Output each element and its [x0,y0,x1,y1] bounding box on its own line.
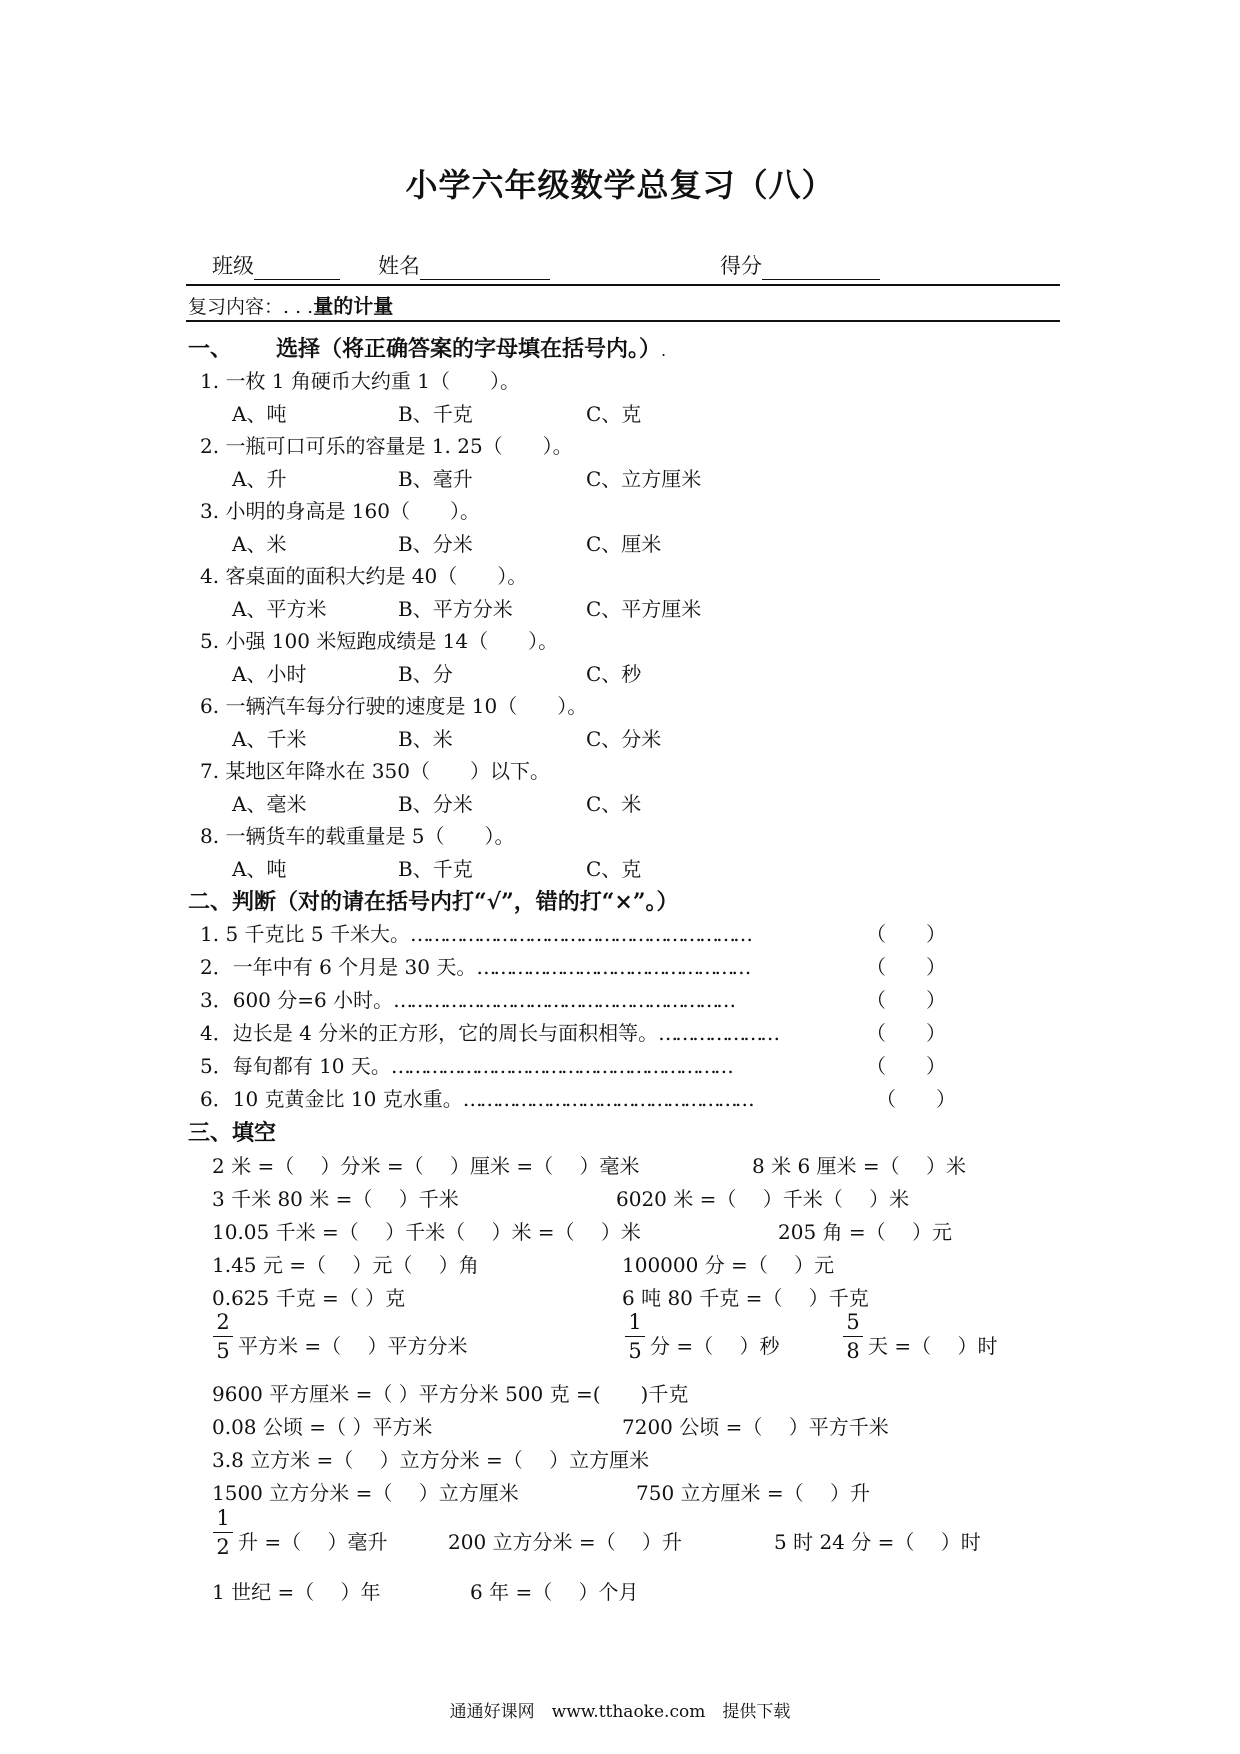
question-1: 1. 一枚 1 角硬币大约重 1（ ）。 [200,369,520,393]
section-1-number: 一、 [188,336,233,362]
q4-option-a: A、平方米 [232,597,327,621]
fill-row-9a: 3.8 立方米 =（ ）立方分米 =（ ）立方厘米 [212,1448,650,1472]
score-label: 得分 [720,254,762,278]
fraction-1-5 [624,1312,646,1362]
fraction-numerator: 5 [846,1310,860,1334]
judge-item-2-text: 2．一年中有 6 个月是 30 天。 [200,955,477,979]
fill-row-8b: 7200 公顷 =（ ）平方千米 [622,1415,889,1439]
name-label: 姓名 [378,254,420,278]
divider-top [186,284,1060,286]
q6-option-a: A、千米 [232,727,307,751]
judge-item-3 [200,984,733,1013]
judge-item-1 [200,918,750,947]
judge-item-1-text: 1. 5 千克比 5 千米大。 [200,922,410,946]
judge-item-5 [200,1050,731,1079]
fill-row-6c: 天 =（ ）时 [868,1334,998,1358]
fraction-denominator: 5 [628,1339,642,1363]
section-2-title: 二、判断（对的请在括号内打“√”，错的打“×”。） [188,889,679,915]
class-field [212,250,340,280]
judge-item-4-paren: （ ） [866,1021,946,1045]
fill-row-11a: 升 =（ ）毫升 [238,1530,388,1554]
fill-row-12b: 6 年 =（ ）个月 [470,1580,639,1604]
q4-option-c: C、平方厘米 [586,597,702,621]
section-1-title [276,332,666,363]
judge-item-4-dots: ………………… [658,1021,778,1045]
q6-option-b: B、米 [398,727,453,751]
fill-row-10b: 750 立方厘米 =（ ）升 [636,1481,871,1505]
question-6: 6. 一辆汽车每分行驶的速度是 10（ ）。 [200,694,588,718]
section-1-trail: . [661,341,667,360]
question-8: 8. 一辆货车的载重量是 5（ ）。 [200,824,515,848]
q1-option-a: A、吨 [232,402,287,426]
q7-option-c: C、米 [586,792,642,816]
fill-row-1a: 2 米 =（ ）分米 =（ ）厘米 =（ ）毫米 [212,1154,640,1178]
q3-option-b: B、分米 [398,532,473,556]
question-7: 7. 某地区年降水在 350（ ）以下。 [200,759,550,783]
judge-item-1-dots: …………………………………………………… [409,922,750,946]
question-3: 3. 小明的身高是 160（ ）。 [200,499,480,523]
judge-item-6-dots: …………………………………………… [462,1087,752,1111]
section-3-title: 三、填空 [188,1120,277,1146]
fraction-numerator: 1 [216,1506,230,1530]
review-topic: 量的计量 [313,294,394,318]
footer-text: 通通好课网 www.tthaoke.com 提供下载 [449,1702,791,1722]
judge-item-1-paren: （ ） [866,922,946,946]
page-title: 小学六年级数学总复习（八） [405,166,835,204]
score-field [720,250,880,280]
judge-item-2-dots: ………………………………………… [476,955,749,979]
judge-item-4-text: 4．边长是 4 分米的正方形，它的周长与面积相等。 [200,1021,659,1045]
q6-option-c: C、分米 [586,727,662,751]
class-blank [254,257,340,280]
fill-row-8a: 0.08 公顷 =（ ）平方米 [212,1415,433,1439]
review-dots: . . . [283,296,314,318]
fraction-1-2 [212,1508,234,1558]
q8-option-c: C、克 [586,857,642,881]
q5-option-a: A、小时 [232,662,307,686]
judge-item-5-dots: …………………………………………………… [390,1054,731,1078]
q2-option-c: C、立方厘米 [586,467,702,491]
fraction-numerator: 1 [628,1310,642,1334]
q3-option-c: C、厘米 [586,532,662,556]
q2-option-b: B、毫升 [398,467,473,491]
fraction-5-8 [842,1312,864,1362]
divider-bottom [186,320,1060,322]
judge-item-4 [200,1017,777,1046]
fill-row-2b: 6020 米 =（ ）千米（ ）米 [616,1187,910,1211]
q7-option-b: B、分米 [398,792,473,816]
q8-option-a: A、吨 [232,857,287,881]
question-5: 5. 小强 100 米短跑成绩是 14（ ）。 [200,629,559,653]
question-2: 2. 一瓶可口可乐的容量是 1. 25（ ）。 [200,434,573,458]
q1-option-b: B、千克 [398,402,473,426]
fill-row-6a: 平方米 =（ ）平方分米 [238,1334,468,1358]
judge-item-6 [200,1083,752,1112]
judge-item-6-text: 6．10 克黄金比 10 克水重。 [200,1087,463,1111]
fraction-2-5 [212,1312,234,1362]
judge-item-5-text: 5．每旬都有 10 天。 [200,1054,391,1078]
fraction-denominator: 5 [216,1339,230,1363]
fill-row-12a: 1 世纪 =（ ）年 [212,1580,381,1604]
name-field [378,250,550,280]
q5-option-c: C、秒 [586,662,642,686]
section-1-title-text: 选择（将正确答案的字母填在括号内。） [276,336,662,362]
judge-item-3-text: 3．600 分=6 小时。 [200,988,394,1012]
fill-row-5a: 0.625 千克 =（ ）克 [212,1286,406,1310]
fill-row-11c: 5 时 24 分 =（ ）时 [774,1530,981,1554]
score-blank [762,257,880,280]
name-blank [420,257,550,280]
fill-row-4b: 100000 分 =（ ）元 [622,1253,835,1277]
judge-item-3-dots: …………………………………………………… [393,988,734,1012]
judge-item-6-paren: （ ） [876,1087,956,1111]
fill-row-4a: 1.45 元 =（ ）元（ ）角 [212,1253,479,1277]
fraction-numerator: 2 [216,1310,230,1334]
fill-row-3b: 205 角 =（ ）元 [778,1220,953,1244]
fill-row-2a: 3 千米 80 米 =（ ）千米 [212,1187,459,1211]
fill-row-5b: 6 吨 80 千克 =（ ）千克 [622,1286,869,1310]
q4-option-b: B、平方分米 [398,597,513,621]
fill-row-10a: 1500 立方分米 =（ ）立方厘米 [212,1481,519,1505]
q7-option-a: A、毫米 [232,792,307,816]
fill-row-1b: 8 米 6 厘米 =（ ）米 [752,1154,966,1178]
question-4: 4. 客桌面的面积大约是 40（ ）。 [200,564,528,588]
q8-option-b: B、千克 [398,857,473,881]
judge-item-2-paren: （ ） [866,955,946,979]
fill-row-3a: 10.05 千米 =（ ）千米（ ）米 =（ ）米 [212,1220,641,1244]
q3-option-a: A、米 [232,532,287,556]
fill-row-7a: 9600 平方厘米 =（ ）平方分米 500 克 =( )千克 [212,1382,689,1406]
q2-option-a: A、升 [232,467,287,491]
class-label: 班级 [212,254,254,278]
review-content [188,290,393,319]
fraction-denominator: 2 [216,1535,230,1559]
q5-option-b: B、分 [398,662,453,686]
review-label: 复习内容： [188,296,284,318]
judge-item-3-paren: （ ） [866,988,946,1012]
judge-item-5-paren: （ ） [866,1054,946,1078]
fraction-denominator: 8 [846,1339,860,1363]
fill-row-11b: 200 立方分米 =（ ）升 [448,1530,683,1554]
q1-option-c: C、克 [586,402,642,426]
judge-item-2 [200,951,748,980]
fill-row-6b: 分 =（ ）秒 [650,1334,780,1358]
